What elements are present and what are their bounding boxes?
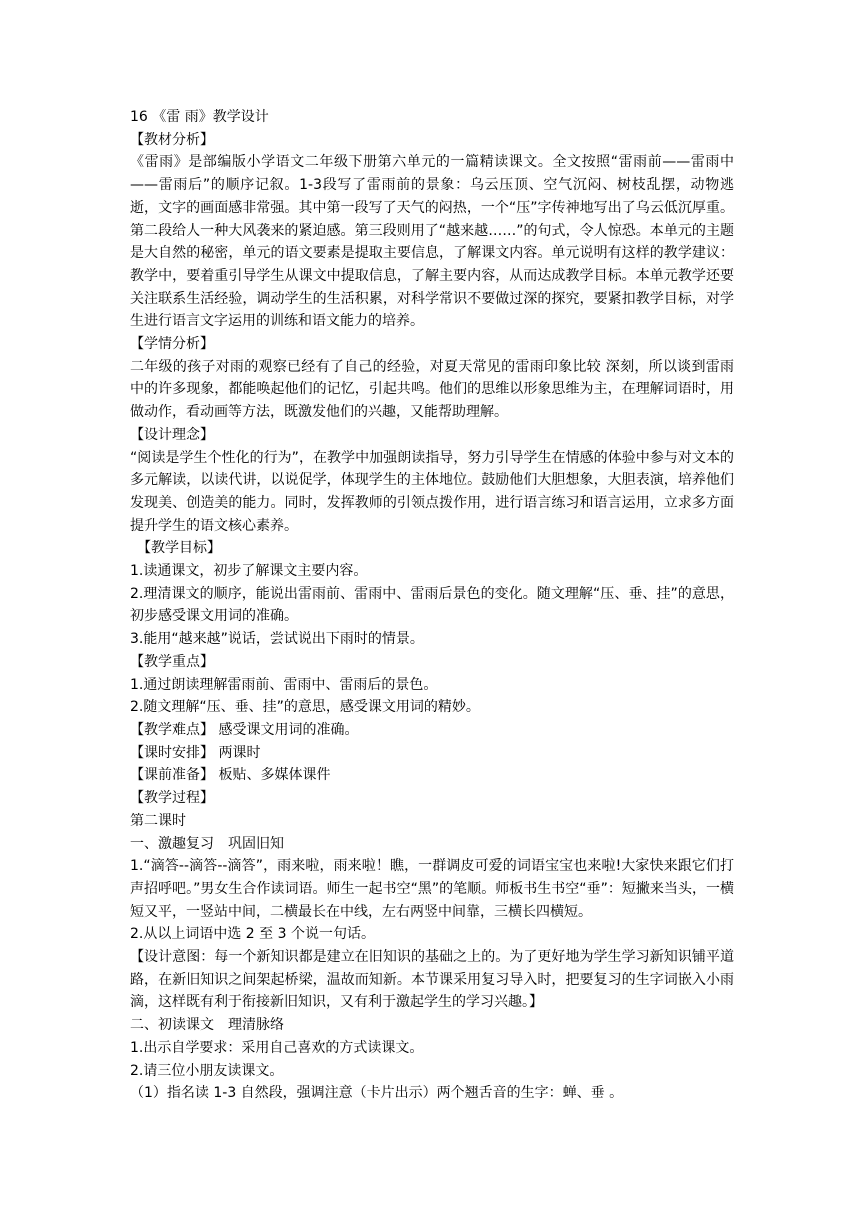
section-heading-textbook-analysis: 【教材分析】 bbox=[130, 131, 214, 148]
document-page bbox=[130, 106, 734, 1105]
document-title: 16 《雷 雨》教学设计 bbox=[130, 109, 269, 125]
paragraph-reading-3: （1）指名读 1-3 自然段，强调注意（卡片出示）两个翘舌音的生字：蝉、垂 。 bbox=[130, 1085, 624, 1102]
paragraph-review-1: 1.“滴答--滴答--滴答”，雨来啦，雨来啦！瞧，一群调皮可爱的词语宝宝也来啦!大家快来跟它们打声招呼吧。”男女生合作读词语。师生一起书空“黑”的笔顺。师板书生书空“垂”：短撇来当头，一横短又平，一竖站中间，二横最长在中线，左右两竖中间靠，三横长四横短。 bbox=[130, 858, 734, 920]
class-preparation: 【课前准备】 板贴、多媒体课件 bbox=[130, 767, 331, 784]
paragraph-learner-analysis: 二年级的孩子对雨的观察已经有了自己的经验，对夏天常见的雷雨印象比较 深刻，所以谈到雷雨中的许多现象，都能唤起他们的记忆，引起共鸣。他们的思维以形象思维为主，在理解词语时，用做动作，看动画等方法，既激发他们的兴趣，又能帮助理解。 bbox=[130, 358, 734, 421]
paragraph-reading-1: 1.出示自学要求：采用自己喜欢的方式读课文。 bbox=[130, 1039, 424, 1056]
section-heading-learner-analysis: 【学情分析】 bbox=[130, 336, 214, 353]
teaching-difficulty: 【教学难点】 感受课文用词的准确。 bbox=[130, 721, 359, 738]
paragraph-review-2: 2.从以上词语中选 2 至 3 个说一句话。 bbox=[130, 926, 375, 943]
design-intent-note: 【设计意图：每一个新知识都是建立在旧知识的基础之上的。为了更好地为学生学习新知识铺平道路，在新旧知识之间架起桥梁，温故而知新。本节课采用复习导入时，把要复习的生字词嵌入小雨滴，这样既有利于衔接新旧知识，又有利于激起学生的学习兴趣。】 bbox=[130, 949, 734, 1011]
class-schedule: 【课时安排】 两课时 bbox=[130, 744, 261, 761]
paragraph-design-concept: “阅读是学生个性化的行为”，在教学中加强朗读指导，努力引导学生在情感的体验中参与对文本的多元解读，以读代讲，以说促学，体现学生的主体地位。鼓励他们大胆想象，大胆表演，培养他们发现美、创造美的能力。同时，发挥教师的引领点拨作用，进行语言练习和语言运用，立求多方面提升学生的语文核心素养。 bbox=[130, 449, 734, 534]
list-item-goal-1: 1.读通课文，初步了解课文主要内容。 bbox=[130, 563, 368, 580]
list-item-goal-2: 2.理清课文的顺序，能说出雷雨前、雷雨中、雷雨后景色的变化。随文理解“压、垂、挂”的意思，初步感受课文用词的准确。 bbox=[130, 585, 734, 625]
list-item-key-point-1: 1.通过朗读理解雷雨前、雷雨中、雷雨后的景色。 bbox=[130, 676, 438, 693]
section-heading-teaching-goals: 【教学目标】 bbox=[137, 540, 221, 557]
section-heading-key-points: 【教学重点】 bbox=[130, 653, 214, 670]
paragraph-reading-2: 2.请三位小朋友读课文。 bbox=[130, 1062, 284, 1079]
lesson-label: 第二课时 bbox=[130, 812, 186, 829]
step-heading-review: 一、激趣复习 巩固旧知 bbox=[130, 835, 284, 852]
section-heading-teaching-process: 【教学过程】 bbox=[130, 790, 214, 807]
list-item-goal-3: 3.能用“越来越”说话，尝试说出下雨时的情景。 bbox=[130, 631, 424, 648]
section-heading-design-concept: 【设计理念】 bbox=[130, 426, 214, 443]
step-heading-first-reading: 二、初读课文 理清脉络 bbox=[130, 1017, 284, 1034]
list-item-key-point-2: 2.随文理解“压、垂、挂”的意思，感受课文用词的精妙。 bbox=[130, 699, 480, 716]
paragraph-textbook-analysis: 《雷雨》是部编版小学语文二年级下册第六单元的一篇精读课文。全文按照“雷雨前——雷雨中——雷雨后”的顺序记叙。1-3段写了雷雨前的景象：乌云压顶、空气沉闷、树枝乱摆，动物逃逝，文字的画面感非常强。其中第一段写了天气的闷热，一个“压”字传神地写出了乌云低沉厚重。第二段给人一种大风袭来的紧迫感。第三段则用了“越来越……”的句式，令人惊恐。本单元的主题是大自然的秘密，单元的语文要素是提取主要信息，了解课文内容。单元说明有这样的教学建议：教学中，要着重引导学生从课文中提取信息，了解主要内容，从而达成教学目标。本单元教学还要关注联系生活经验，调动学生的生活积累，对科学常识不要做过深的探究，要紧扣教学目标，对学生进行语言文字运用的训练和语文能力的培养。 bbox=[130, 154, 734, 330]
